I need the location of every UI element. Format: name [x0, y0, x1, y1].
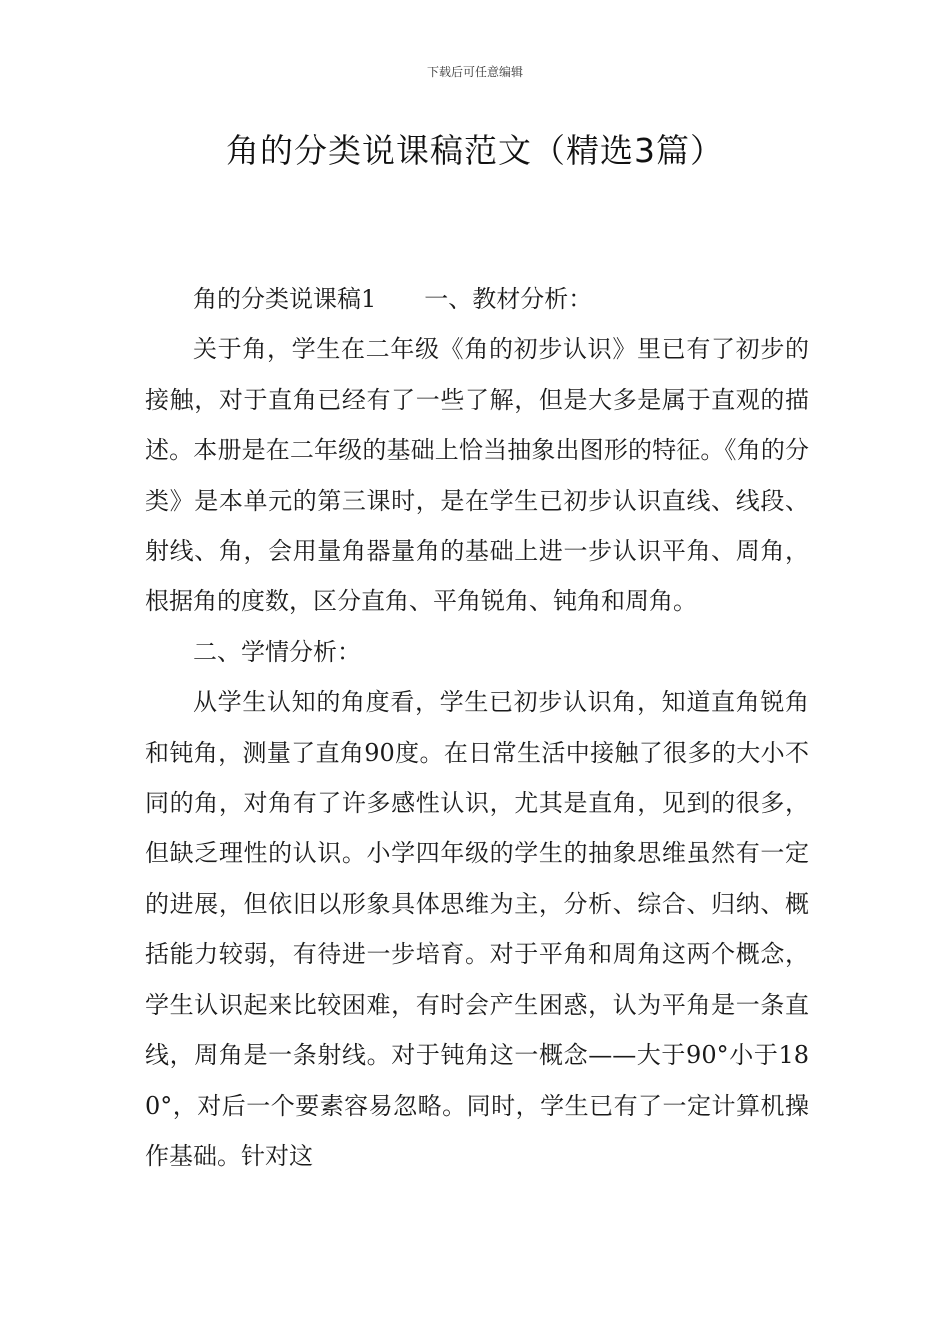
- doc-label: 角的分类说课稿1: [193, 285, 377, 313]
- header-note: 下载后可任意编辑: [426, 65, 523, 79]
- section-heading-2: 二、学情分析：: [193, 637, 361, 666]
- first-line: [145, 274, 809, 324]
- paragraph-2: 从学生认知的角度看，学生已初步认识角，知道直角锐角和钝角，测量了直角90度。在日常生活中接触了很多的大小不同的角，对角有了许多感性认识，尤其是直角，见到的很多，但缺乏理性的认识。小学四年级的学生的抽象思维虽然有一定的进展，但依旧以形象具体思维为主，分析、综合、归纳、概括能力较弱，有待进一步培育。对于平角和周角这两个概念，学生认识起来比较困难，有时会产生困惑，认为平角是一条直线，周角是一条射线。对于钝角这一概念——大于90°小于180°，对后一个要素容易忽略。同时，学生已有了一定计算机操作基础。针对这: [145, 688, 809, 1170]
- paragraph-1: 关于角，学生在二年级《角的初步认识》里已有了初步的接触，对于直角已经有了一些了解，但是大多是属于直观的描述。本册是在二年级的基础上恰当抽象出图形的特征。《角的分类》是本单元的第三课时，是在学生已初步认识直线、线段、射线、角，会用量角器量角的基础上进一步认识平角、周角，根据角的度数，区分直角、平角锐角、钝角和周角。: [145, 335, 809, 616]
- document-title: 角的分类说课稿范文（精选3篇）: [226, 131, 724, 170]
- document-body: [145, 274, 809, 1181]
- section-heading-1: 一、教材分析：: [424, 285, 593, 313]
